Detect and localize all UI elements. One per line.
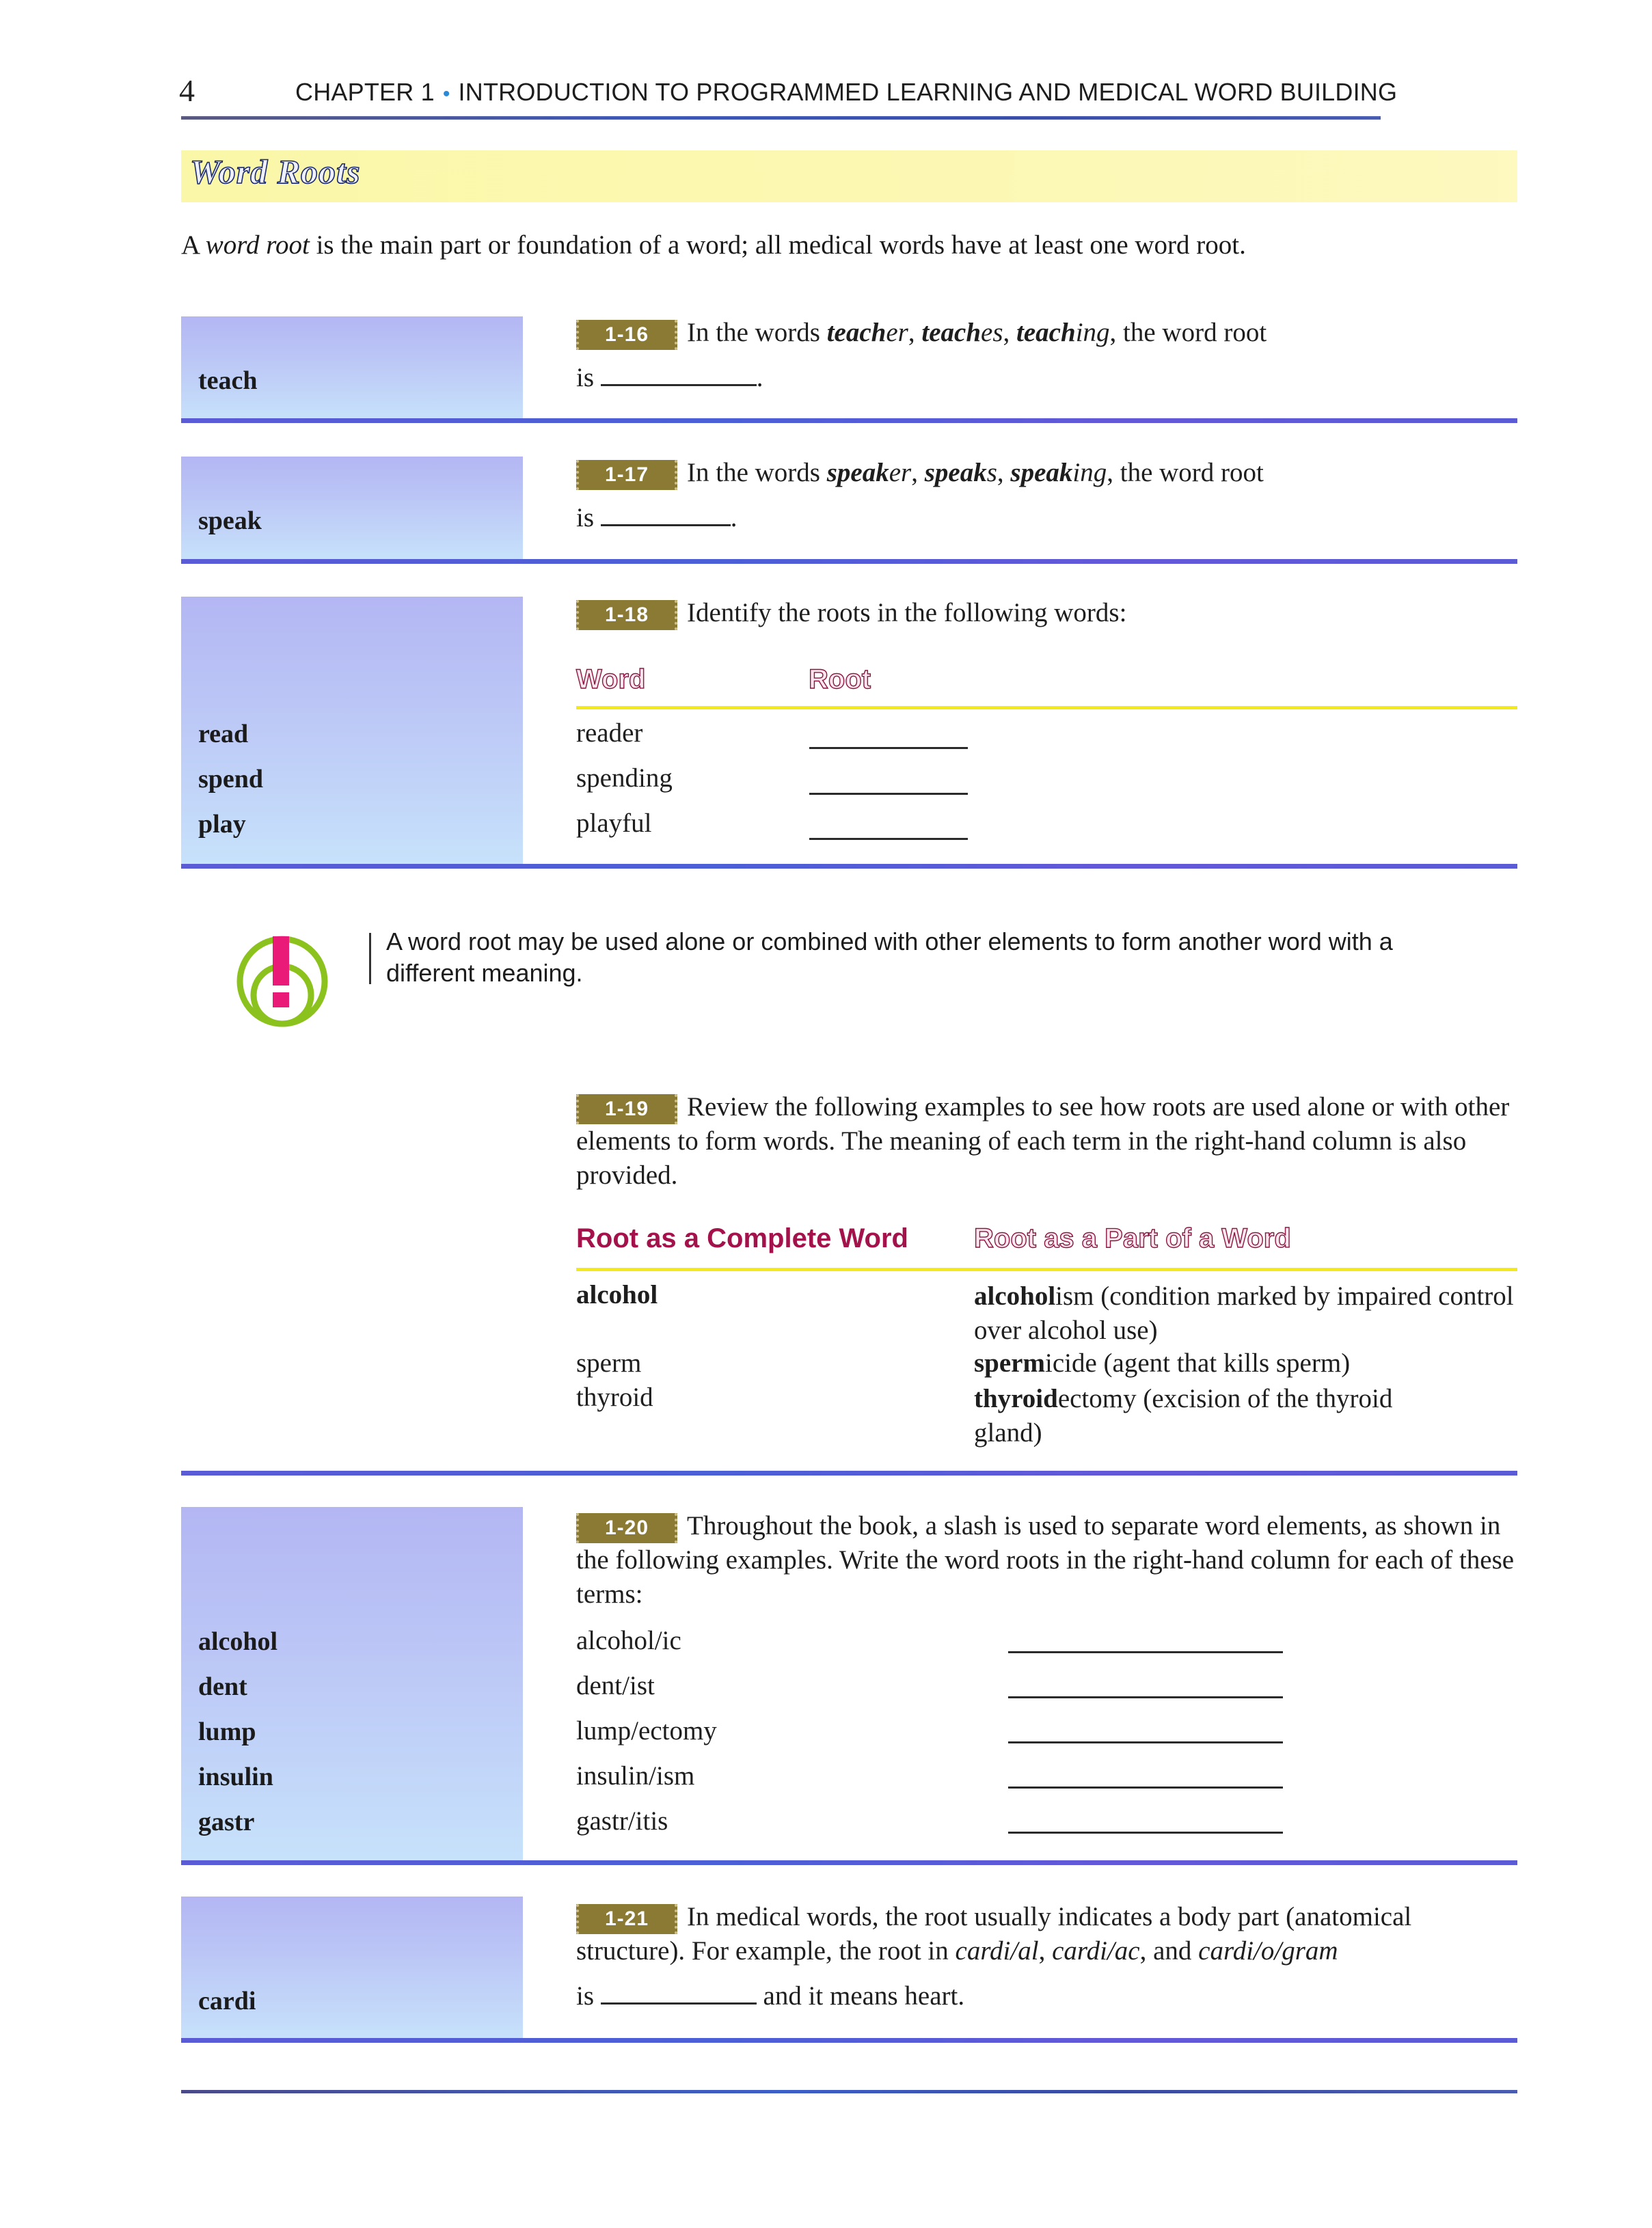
frame-1-16 <box>576 316 1519 395</box>
frame-text: and it means heart. <box>763 1981 965 2011</box>
italic-example: cardi/ac <box>1052 1936 1140 1966</box>
term-row: gastr/itis <box>576 1806 668 1836</box>
italic-root: speak <box>924 458 987 487</box>
term-row: insulin/ism <box>576 1761 695 1791</box>
answer-blank[interactable] <box>601 379 757 386</box>
frame-text: Throughout the book, a slash is used to separate word elements, as shown in the following examples. Write the word roots in the right-hand column for each of these terms: <box>576 1511 1515 1609</box>
table-header-rule <box>576 1268 1517 1271</box>
answer-blank[interactable] <box>809 838 968 840</box>
frame-text: , the word root <box>1107 458 1264 487</box>
table-cell-complete: thyroid <box>576 1383 653 1412</box>
italic-suffix: er <box>889 458 912 487</box>
answer-word: teach <box>198 366 258 395</box>
root-bold: thyroid <box>974 1384 1058 1413</box>
answer-word: gastr <box>198 1808 255 1836</box>
frame-divider <box>181 1471 1517 1476</box>
separator: , <box>1003 318 1017 347</box>
alert-exclamation-icon <box>234 929 330 1031</box>
answer-panel-1-21 <box>181 1897 523 2040</box>
answer-word: speak <box>198 506 262 535</box>
answer-blank[interactable] <box>809 747 968 749</box>
definition: ism (condition marked by impaired control over alcohol use) <box>974 1281 1514 1345</box>
definition: ectomy (excision of the thyroid gland) <box>974 1384 1393 1448</box>
frame-text: , the word root <box>1109 318 1267 347</box>
answer-word: dent <box>198 1672 247 1701</box>
separator: , <box>911 458 925 487</box>
frame-1-17 <box>576 456 1519 535</box>
frame-divider <box>181 2038 1517 2043</box>
answer-word: lump <box>198 1717 256 1746</box>
chapter-label: CHAPTER 1 <box>295 78 435 106</box>
frame-text: Identify the roots in the following words: <box>687 598 1127 627</box>
italic-root: speak <box>1010 458 1073 487</box>
answer-blank[interactable] <box>809 793 968 795</box>
table-cell-part <box>974 1348 1350 1378</box>
frame-divider <box>181 1860 1517 1865</box>
running-header <box>295 78 1397 107</box>
frame-text: . <box>756 363 763 393</box>
answer-blank[interactable] <box>1008 1787 1283 1789</box>
frame-1-19 <box>576 1090 1519 1193</box>
table-cell-complete: sperm <box>576 1348 642 1378</box>
frame-number-badge: 1-20 <box>576 1513 677 1543</box>
frame-number-badge: 1-18 <box>576 600 677 630</box>
intro-term: word root <box>205 230 310 260</box>
page-bottom-rule <box>181 2090 1517 2093</box>
italic-example: cardi/o/gram <box>1198 1936 1338 1966</box>
frame-text: In the words <box>687 458 827 487</box>
answer-blank[interactable] <box>601 1997 757 2005</box>
section-title: Word Roots <box>190 152 361 191</box>
answer-blank[interactable] <box>1008 1741 1283 1743</box>
page-number: 4 <box>179 73 195 108</box>
italic-root: teach <box>921 318 981 347</box>
answer-word: cardi <box>198 1987 256 2015</box>
bullet-separator: • <box>442 83 450 105</box>
italic-suffix: es <box>981 318 1003 347</box>
table-header-rule <box>576 706 1517 709</box>
answer-blank[interactable] <box>601 519 731 526</box>
italic-example: cardi/al <box>955 1936 1039 1966</box>
table-cell-part <box>974 1279 1517 1348</box>
root-bold: alcohol <box>974 1281 1056 1311</box>
answer-word: spend <box>198 765 264 793</box>
frame-number-badge: 1-17 <box>576 460 677 490</box>
answer-word: play <box>198 810 246 839</box>
italic-suffix: ing <box>1075 318 1110 347</box>
italic-root: teach <box>826 318 886 347</box>
frame-number-badge: 1-19 <box>576 1094 677 1124</box>
italic-suffix: er <box>886 318 908 347</box>
chapter-title: INTRODUCTION TO PROGRAMMED LEARNING AND MEDICAL WORD BUILDING <box>458 78 1398 106</box>
table-header-root: Root <box>809 664 871 694</box>
frame-text: . <box>730 503 737 533</box>
frame-text: In the words <box>687 318 827 347</box>
frame-text: Review the following examples to see how roots are used alone or with other elements to form words. The meaning of each term in the right-hand column is also provided. <box>576 1092 1510 1191</box>
frame-1-18 <box>576 596 1519 630</box>
frame-text: In medical words, the root usually indicates a body part (anatomical structure). For example, the root in <box>576 1902 1412 1966</box>
term-row: dent/ist <box>576 1671 655 1700</box>
frame-divider <box>181 559 1517 564</box>
answer-blank[interactable] <box>1008 1651 1283 1653</box>
answer-blank[interactable] <box>1008 1696 1283 1698</box>
frame-number-badge: 1-21 <box>576 1904 677 1934</box>
table-cell-complete: alcohol <box>576 1280 658 1309</box>
table-header-part-of-word: Root as a Part of a Word <box>974 1223 1291 1253</box>
table-header-complete-word: Root as a Complete Word <box>576 1223 908 1253</box>
term-row: alcohol/ic <box>576 1626 681 1655</box>
italic-root: teach <box>1016 318 1076 347</box>
italic-suffix: ing <box>1072 458 1107 487</box>
answer-word: alcohol <box>198 1627 278 1656</box>
separator: , <box>1038 1936 1053 1966</box>
frame-text: is <box>576 1981 595 2011</box>
frame-1-20 <box>576 1509 1519 1612</box>
italic-suffix: s <box>986 458 997 487</box>
definition: icide (agent that kills sperm) <box>1044 1348 1351 1378</box>
italic-root: speak <box>826 458 889 487</box>
frame-number-badge: 1-16 <box>576 320 677 350</box>
table-row-word: spending <box>576 763 673 793</box>
answer-blank[interactable] <box>1008 1832 1283 1834</box>
table-cell-part <box>974 1382 1466 1450</box>
table-header-word: Word <box>576 664 646 694</box>
frame-divider <box>181 418 1517 423</box>
section-heading-band <box>181 150 1517 202</box>
note-text: A word root may be used alone or combined with other elements to form another word with a different meaning. <box>386 927 1393 987</box>
root-bold: sperm <box>974 1348 1045 1378</box>
table-row-word: playful <box>576 809 652 838</box>
answer-word: read <box>198 720 249 748</box>
term-row: lump/ectomy <box>576 1716 717 1745</box>
intro-text-end: is the main part or foundation of a word; all medical words have at least one word root. <box>309 230 1246 260</box>
frame-divider <box>181 864 1517 869</box>
table-row-word: reader <box>576 718 643 748</box>
note-divider <box>369 933 371 984</box>
header-rule <box>181 116 1381 120</box>
intro-text-start: A <box>181 230 206 260</box>
separator: , <box>997 458 1011 487</box>
answer-word: insulin <box>198 1763 273 1791</box>
intro-paragraph <box>181 230 1246 260</box>
frame-1-21 <box>576 1900 1519 2013</box>
frame-text: is <box>576 363 595 393</box>
separator: , and <box>1139 1936 1199 1966</box>
frame-text: is <box>576 503 595 533</box>
separator: , <box>908 318 922 347</box>
